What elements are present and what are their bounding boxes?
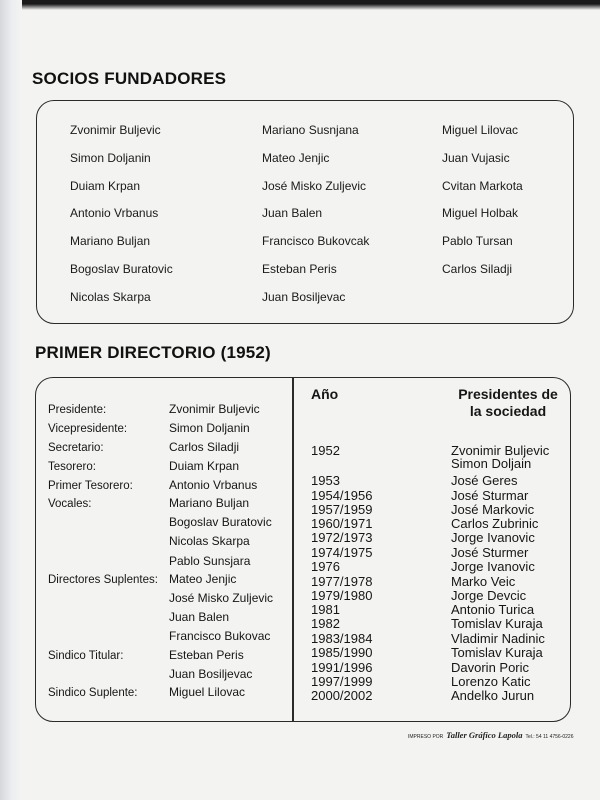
board-member-name: Mateo Jenjic — [169, 572, 237, 586]
board-role: Vicepresidente: — [48, 423, 128, 435]
board-member-name: Bogoslav Buratovic — [169, 515, 272, 529]
president-name: Simon Doljain — [451, 456, 532, 471]
president-name: Jorge Devcic — [451, 588, 527, 603]
founder-name: Mateo Jenjic — [262, 150, 330, 165]
president-name: José Markovic — [451, 502, 535, 517]
presidency-year: 1974/1975 — [311, 545, 373, 560]
board-role: Secretario: — [48, 442, 104, 454]
founder-name: Nicolas Skarpa — [70, 289, 151, 304]
presidency-year: 1952 — [311, 443, 340, 458]
presidency-year: 1954/1956 — [311, 488, 373, 503]
board-member-name: Francisco Bukovac — [169, 629, 271, 643]
founder-name: Cvitan Markota — [442, 178, 523, 193]
president-name: Jorge Ivanovic — [451, 559, 535, 574]
founder-name: Juan Vujasic — [442, 150, 510, 165]
president-name: Tomislav Kuraja — [451, 616, 543, 631]
board-member-name: Mariano Buljan — [169, 496, 250, 510]
president-name: José Geres — [451, 473, 518, 488]
board-role: Presidente: — [48, 404, 107, 416]
scan-left-edge — [0, 0, 22, 800]
printer-credit-prefix: IMPRESO POR — [408, 734, 444, 740]
presidency-year: 1957/1959 — [311, 502, 373, 517]
founder-name: Mariano Buljan — [70, 234, 151, 249]
presidency-year: 1953 — [311, 473, 340, 488]
presidency-year: 1979/1980 — [311, 588, 373, 603]
president-name: José Sturmer — [451, 545, 529, 560]
founder-name: Juan Balen — [262, 206, 323, 221]
board-member-name: Carlos Siladji — [169, 440, 240, 454]
printer-phone: Tel.: 54 11 4756-0226 — [525, 734, 574, 740]
board-member-name: Zvonimir Buljevic — [169, 402, 260, 416]
presidency-year: 1991/1996 — [311, 660, 373, 675]
presidency-year: 1983/1984 — [311, 631, 373, 646]
founder-name: Esteban Peris — [262, 262, 337, 276]
board-member-name: Esteban Peris — [169, 648, 244, 662]
founder-name: Miguel Holbak — [442, 206, 519, 221]
president-name: Tomislav Kuraja — [451, 645, 543, 660]
year-column-header: Año — [311, 386, 339, 402]
board-member-name: Simon Doljanin — [169, 421, 250, 435]
directory-heading: PRIMER DIRECTORIO (1952) — [35, 343, 271, 362]
founder-name: José Misko Zuljevic — [262, 178, 367, 193]
presidency-year: 1972/1973 — [311, 530, 373, 545]
founder-name: Duiam Krpan — [70, 178, 141, 193]
founder-name: Simon Doljanin — [70, 150, 151, 165]
founder-name: Antonio Vrbanus — [70, 206, 159, 221]
directory-box — [35, 377, 571, 722]
board-member-name: Juan Balen — [169, 610, 230, 624]
board-role: Tesorero: — [48, 461, 96, 473]
president-name: Antonio Turica — [451, 602, 535, 617]
printer-name: Taller Gráfico Lapola — [446, 730, 523, 740]
president-name: Jorge Ivanovic — [451, 530, 535, 545]
board-role: Vocales: — [48, 498, 92, 510]
board-member-name: Antonio Vrbanus — [169, 478, 258, 492]
board-role: Primer Tesorero: — [48, 480, 133, 492]
founder-name: Francisco Bukovcak — [262, 234, 370, 249]
board-member-name: Miguel Lilovac — [169, 685, 246, 699]
scan-top-edge — [0, 0, 600, 10]
board-member-name: Nicolas Skarpa — [169, 534, 250, 548]
founders-heading: SOCIOS FUNDADORES — [32, 69, 227, 88]
president-name: Andelko Jurun — [451, 688, 535, 703]
president-name: Davorin Poric — [451, 660, 530, 675]
presidents-header-line: la sociedad — [469, 403, 547, 419]
column-divider — [292, 378, 294, 721]
president-name: Lorenzo Katic — [451, 674, 531, 689]
president-name: José Sturmar — [451, 488, 529, 503]
board-member-name: Juan Bosiljevac — [169, 667, 253, 681]
board-member-name: Duiam Krpan — [169, 459, 240, 473]
founder-name: Carlos Siladji — [442, 262, 513, 276]
board-member-name: Pablo Sunsjara — [169, 554, 251, 568]
presidency-year: 1982 — [311, 616, 340, 631]
founder-name: Miguel Lilovac — [442, 123, 519, 137]
board-member-name: José Misko Zuljevic — [169, 591, 274, 605]
presidency-year: 1997/1999 — [311, 674, 373, 689]
presidency-year: 1960/1971 — [311, 516, 373, 531]
president-name: Zvonimir Buljevic — [451, 443, 550, 458]
founder-name: Bogoslav Buratovic — [70, 262, 173, 276]
founders-box — [36, 100, 574, 324]
presidency-year: 1981 — [311, 602, 340, 617]
founder-name: Juan Bosiljevac — [262, 289, 346, 304]
president-name: Carlos Zubrinic — [451, 516, 539, 531]
presidency-year: 1985/1990 — [311, 645, 373, 660]
board-role: Sindico Titular: — [48, 650, 124, 662]
printer-credit — [408, 730, 574, 740]
presidents-header-line: Presidentes de — [458, 386, 558, 402]
board-role: Directores Suplentes: — [48, 574, 158, 586]
founder-name: Pablo Tursan — [442, 234, 513, 249]
presidents-column-header — [444, 386, 572, 420]
presidency-year: 2000/2002 — [311, 688, 373, 703]
founder-name: Mariano Susnjana — [262, 123, 359, 137]
presidency-year: 1977/1978 — [311, 574, 373, 589]
president-name: Marko Veic — [451, 574, 516, 589]
founder-name: Zvonimir Buljevic — [70, 123, 161, 137]
board-role: Sindico Suplente: — [48, 687, 138, 699]
president-name: Vladimir Nadinic — [451, 631, 545, 646]
presidency-year: 1976 — [311, 559, 340, 574]
